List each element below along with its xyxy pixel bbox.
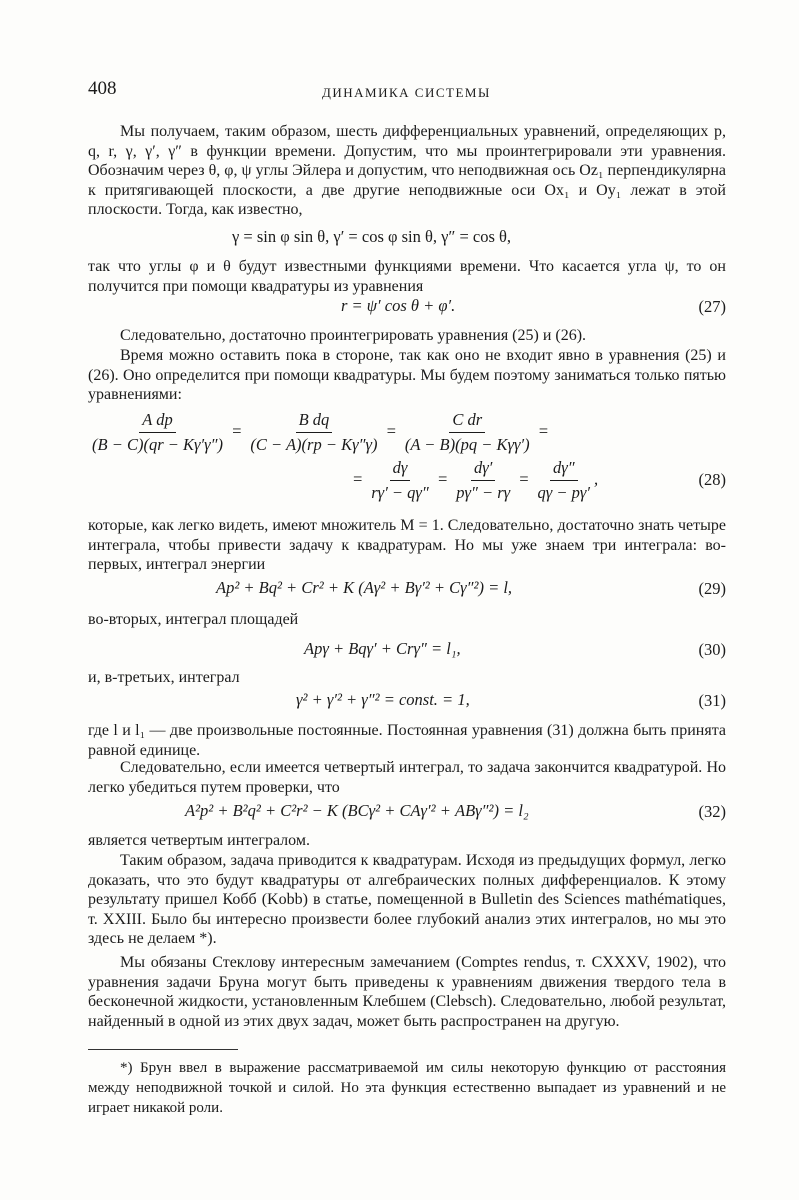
equation-30-number: (30)	[698, 640, 726, 659]
equation-29-number: (29)	[698, 579, 726, 598]
paragraph-7: и, в-третьих, интеграл	[88, 669, 240, 686]
equation-30: Apγ + Bqγ′ + Crγ″ = l₁,	[304, 639, 461, 658]
fraction-2: $\frac{\text{B dq}}{(C - A)(rp - K\gamma''\gamma)}$	[250, 410, 378, 454]
paragraph-9: Следовательно, если имеется четвертый интеграл, то задача закончится квадратурой. Но легко убедиться путем проверки, что	[88, 759, 726, 796]
page-number: 408	[88, 78, 117, 99]
fraction-5: $\frac{d\gamma'}{p\gamma'' - r\gamma}$	[456, 458, 511, 502]
paragraph-12: Мы обязаны Стеклову интересным замечанием (Comptes rendus, т. CXXXV, 1902), что уравнения задачи Бруна могут быть приведены к уравнениям движения твердого тела в бесконечной жидкости, установленным Клебшем (Clebsch). Следовательно, любой результат, найденный в одной из этих двух задач, может быть распространен на другую.	[88, 954, 726, 1030]
paragraph-11: Таким образом, задача приводится к квадратурам. Исходя из предыдущих формул, легко доказать, что это будут квадратуры от алгебраических полных дифференциалов. К этому результату пришел Кобб (Kobb) в статье, помещенной в Bulletin des Sciences mathématiques, т. XXIII. Было бы интересно произвести более глубокий анализ этих интегралов, но мы это здесь не делаем *).	[88, 852, 726, 948]
paragraph-4: Время можно оставить пока в стороне, так как оно не входит явно в уравнения (25) и (26). Оно определится при помощи квадратуры. Мы будем поэтому заниматься только пятью уравнениями:	[88, 347, 726, 404]
running-title: ДИНАМИКА СИСТЕМЫ	[322, 85, 491, 100]
fraction-6: $\frac{d\gamma''}{q\gamma - p\gamma'}$	[537, 458, 591, 502]
fraction-4: $\frac{d\gamma}{r\gamma' - q\gamma''}$	[371, 458, 429, 502]
equation-28-line2: = $\frac{d\gamma}{r\gamma' - q\gamma''}$ = $\frac{d\gamma'}{p\gamma'' - r\gamma}$ = $\frac{d\gamma''}{q\gamma - p\gamma'}$ ,	[352, 458, 599, 502]
equation-28-number: (28)	[698, 470, 726, 489]
equation-27-number: (27)	[698, 297, 726, 316]
equation-28-line1: $\frac{\text{A dp}}{(B - C)(qr - K\gamma'\gamma'')}$ = $\frac{\text{B dq}}{(C - A)(rp - K\gamma''\gamma)}$ = $\frac{\text{C dr}}{\text{(A − B)(pq − Kγγ′)}}$ =	[92, 410, 549, 454]
equation-27: r = ψ′ cos θ + φ′.	[341, 296, 456, 315]
equation-gamma: γ = sin φ sin θ, γ′ = cos φ sin θ, γ″ = cos θ,	[232, 227, 512, 246]
equation-32: A²p² + B²q² + C²r² − K (BCγ² + CAγ′² + ABγ″²) = l₂	[185, 801, 529, 820]
paragraph-6: во-вторых, интеграл площадей	[88, 611, 299, 628]
paragraph-5: которые, как легко видеть, имеют множитель M = 1. Следовательно, достаточно знать четыре интеграла, чтобы привести задачу к квадратурам. Но мы уже знаем три интеграла: во-первых, интеграл энергии	[88, 517, 726, 574]
paragraph-3: Следовательно, достаточно проинтегрировать уравнения (25) и (26).	[120, 327, 587, 344]
equation-31-number: (31)	[698, 691, 726, 710]
paragraph-8: где l и l₁ — две произвольные постоянные. Постоянная уравнения (31) должна быть принята равной единице.	[88, 722, 726, 759]
footnote-rule	[88, 1049, 238, 1050]
equation-31: γ² + γ′² + γ″² = const. = 1,	[296, 690, 470, 709]
paragraph-2: так что углы φ и θ будут известными функциями времени. Что касается угла ψ, то он получится при помощи квадратуры из уравнения	[88, 258, 726, 295]
paragraph-10: является четвертым интегралом.	[88, 832, 310, 849]
footnote: *) Брун ввел в выражение рассматриваемой им силы некоторую функцию от расстояния между неподвижной точкой и силой. Но эта функция естественно выпадает из уравнений и не играет никакой роли.	[88, 1060, 726, 1116]
paragraph-1: Мы получаем, таким образом, шесть дифференциальных уравнений, определяющих p, q, r, γ, γ′, γ″ в функции времени. Допустим, что мы проинтегрировали эти уравнения. Обозначим через θ, φ, ψ углы Эйлера и допустим, что неподвижная ось Oz₁ перпендикулярна к притягивающей плоскости, а две другие неподвижные оси Ox₁ и Oy₁ лежат в этой плоскости. Тогда, как известно,	[88, 123, 726, 219]
equation-29: Ap² + Bq² + Cr² + K (Aγ² + Bγ′² + Cγ″²) = l,	[216, 578, 513, 597]
fraction-3: $\frac{\text{C dr}}{\text{(A − B)(pq − Kγγ′)}}$	[404, 410, 530, 454]
fraction-1: $\frac{\text{A dp}}{(B - C)(qr - K\gamma'\gamma'')}$	[92, 410, 223, 454]
equation-32-number: (32)	[698, 802, 726, 821]
